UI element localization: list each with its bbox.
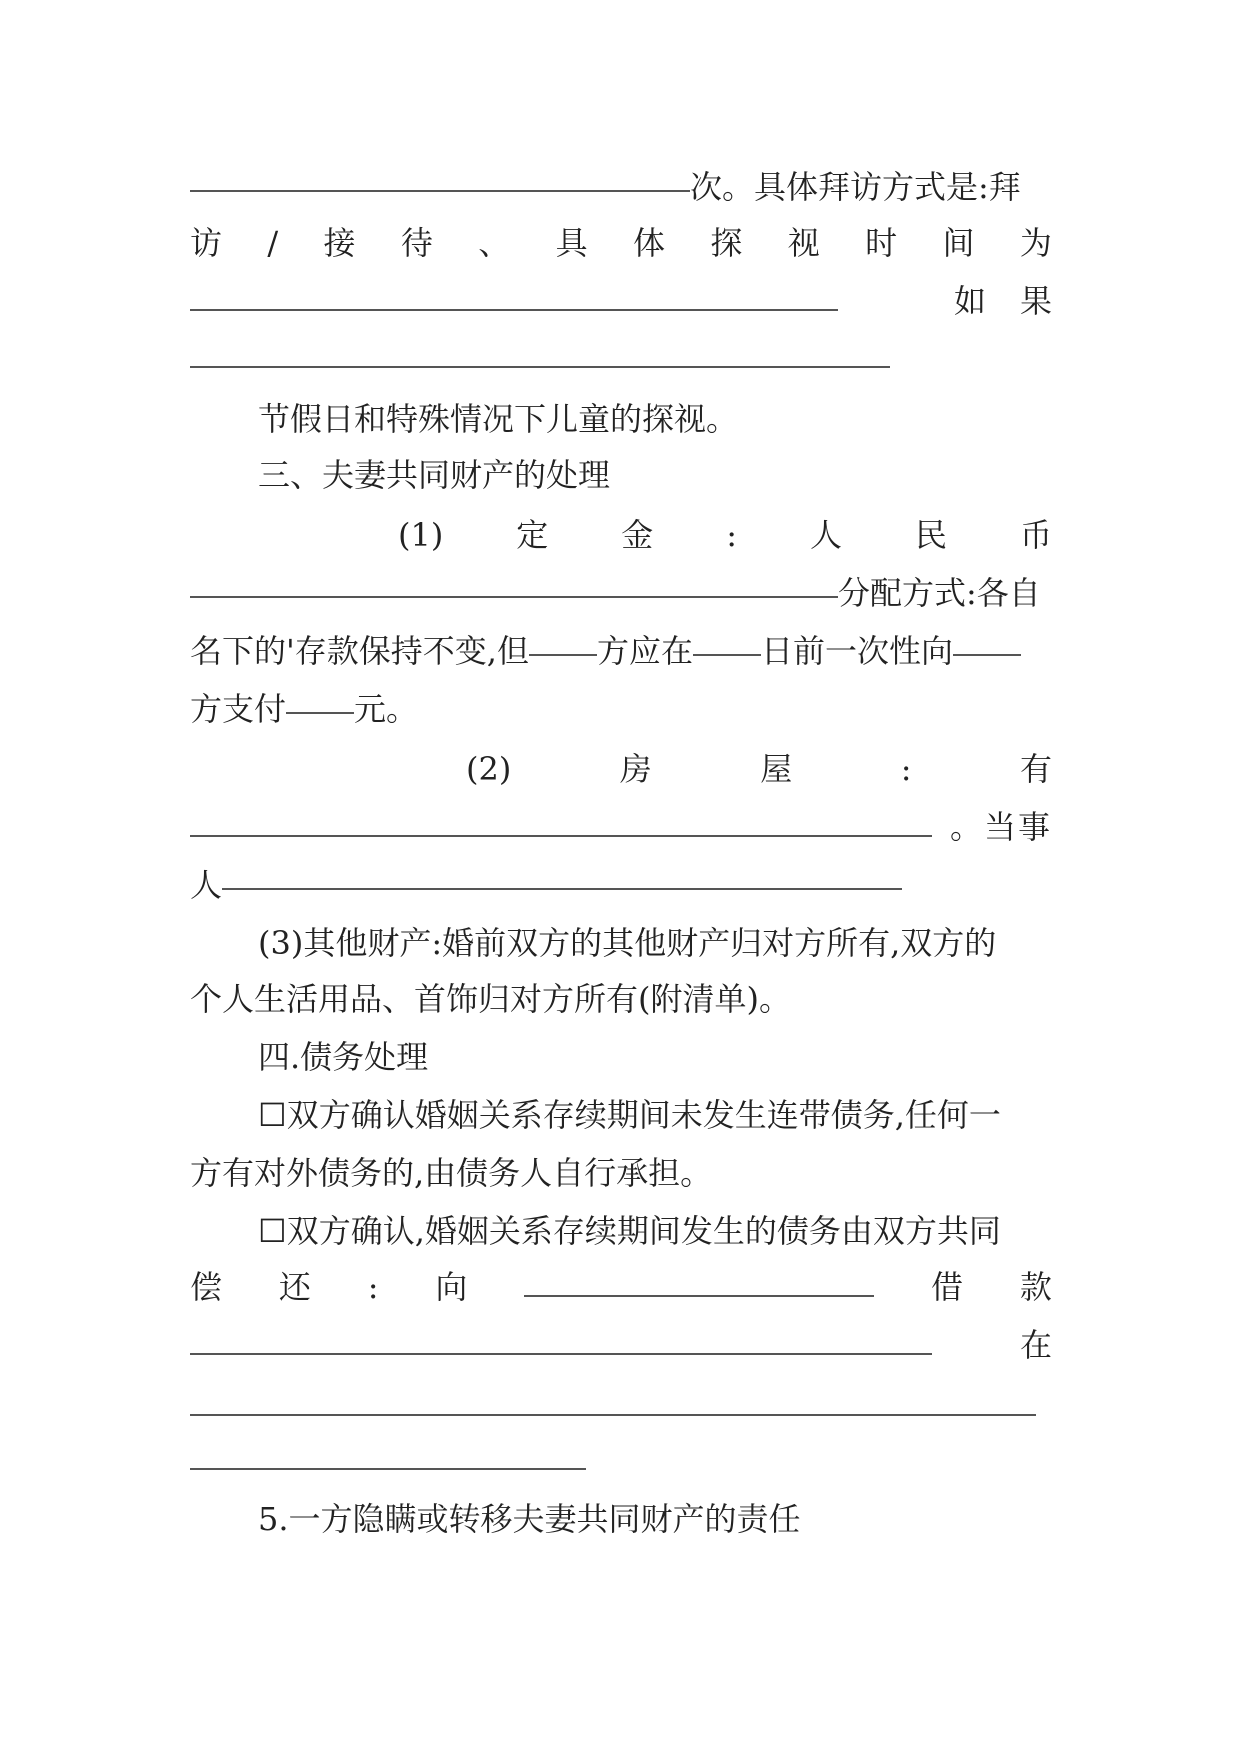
- justified-char: (2): [466, 750, 512, 788]
- line-debt-at: [190, 1322, 1052, 1368]
- blank-line[interactable]: [190, 805, 932, 837]
- justified-char: 如: [953, 282, 986, 320]
- justified-char: 有: [1019, 750, 1052, 788]
- other-property-line2: 个人生活用品、首饰归对方所有(附清单)。: [190, 980, 791, 1018]
- blank-line[interactable]: [190, 1414, 1036, 1416]
- justified-char: 民: [915, 516, 948, 554]
- line-debt-repay: [190, 1264, 1052, 1310]
- deposit-terms-text: 日前一次性向: [761, 632, 954, 670]
- blank-line[interactable]: [953, 624, 1021, 656]
- justified-char: 、: [478, 224, 511, 262]
- deposit-method-text: 分配方式:各自: [838, 574, 1041, 612]
- blank-line[interactable]: [190, 160, 690, 192]
- blank-line[interactable]: [190, 279, 838, 311]
- blank-line[interactable]: [190, 366, 890, 368]
- visit-method-text: 次。具体拜访方式是:拜: [690, 168, 1021, 206]
- line-deposit-pay: [190, 686, 1052, 732]
- blank-line[interactable]: [190, 1323, 932, 1355]
- line-deposit: [398, 512, 1052, 558]
- justified-char: :: [900, 750, 912, 788]
- deposit-pay-text: 元。: [354, 690, 419, 728]
- justified-char: 在: [1019, 1326, 1052, 1364]
- justified-char: 金: [621, 516, 654, 554]
- line-visit-time: [190, 220, 1052, 266]
- if-text: [954, 278, 1052, 324]
- blank-line[interactable]: [524, 1265, 874, 1297]
- justified-char: 向: [435, 1268, 468, 1306]
- blank-line[interactable]: [529, 624, 597, 656]
- blank-line[interactable]: [693, 624, 761, 656]
- holiday-visit-text: 节假日和特殊情况下儿童的探视。: [258, 400, 739, 438]
- debt-option-joint: ☐双方确认,婚姻关系存续期间发生的债务由双方共同: [258, 1212, 1001, 1250]
- justified-char: (1): [398, 516, 444, 554]
- justified-char: 接: [323, 224, 356, 262]
- line-house: [466, 746, 1052, 792]
- line-deposit-method: [190, 570, 1052, 616]
- deposit-terms-text: 名下的'存款保持不变,但: [190, 632, 529, 670]
- party-text: 人: [190, 866, 223, 904]
- justified-char: 屋: [760, 750, 793, 788]
- justified-char: 定: [516, 516, 549, 554]
- justified-char: 体: [633, 224, 666, 262]
- justified-char: 间: [942, 224, 975, 262]
- justified-char: /: [267, 224, 279, 262]
- line-house-party: [190, 862, 1052, 908]
- justified-char: 为: [1019, 224, 1052, 262]
- justified-char: 借: [931, 1268, 964, 1306]
- blank-line[interactable]: [190, 566, 838, 598]
- deposit-terms-text: 方应在: [596, 632, 693, 670]
- justified-char: 还: [278, 1268, 311, 1306]
- justified-char: 款: [1019, 1268, 1052, 1306]
- section-heading-property: 三、夫妻共同财产的处理: [258, 456, 611, 494]
- debt-option-none-cont: 方有对外债务的,由债务人自行承担。: [190, 1154, 713, 1192]
- blank-line[interactable]: [190, 1468, 586, 1470]
- justified-char: 探: [710, 224, 743, 262]
- other-property-line1: (3)其他财产:婚前双方的其他财产归对方所有,双方的: [258, 924, 997, 962]
- justified-char: 人: [810, 516, 843, 554]
- justified-char: 时: [865, 224, 898, 262]
- justified-char: 币: [1019, 516, 1052, 554]
- justified-char: :: [726, 516, 738, 554]
- line-house-owner: [190, 804, 1052, 850]
- justified-char: 具: [555, 224, 588, 262]
- justified-char: 视: [787, 224, 820, 262]
- blank-line[interactable]: [222, 858, 902, 890]
- justified-char: 访: [190, 224, 223, 262]
- party-text: 。当事: [949, 808, 1052, 846]
- blank-line[interactable]: [286, 682, 354, 714]
- debt-option-none: ☐双方确认婚姻关系存续期间未发生连带债务,任何一: [258, 1096, 1001, 1134]
- justified-char: 房: [619, 750, 652, 788]
- line-if: [190, 278, 1052, 324]
- line-deposit-terms: [190, 628, 1052, 674]
- justified-char: 果: [1019, 282, 1052, 320]
- justified-char: :: [367, 1268, 379, 1306]
- justified-char: 偿: [190, 1268, 223, 1306]
- section-heading-concealment: 5.一方隐瞒或转移夫妻共同财产的责任: [258, 1500, 801, 1538]
- section-heading-debt: 四.债务处理: [258, 1038, 429, 1076]
- deposit-pay-text: 方支付: [190, 690, 287, 728]
- justified-char: 待: [400, 224, 433, 262]
- line-visit-count: [190, 164, 1052, 210]
